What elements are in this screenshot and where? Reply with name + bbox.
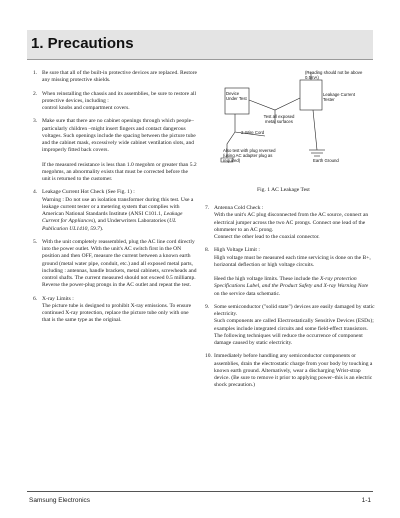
footer-brand: Samsung Electronics: [29, 497, 91, 504]
precaution-item: [33, 91, 197, 113]
precaution-item: [205, 353, 375, 389]
right-items: [205, 205, 375, 390]
item-number: 2.: [33, 90, 38, 97]
item-paragraph: Be sure that all of the built-in protective devices are replaced. Restore any missing protective shields.: [42, 70, 197, 84]
item-paragraph: Some semiconductor ("solid state") devices are easily damaged by static electricity.: [214, 303, 375, 317]
item-body: [42, 239, 197, 290]
item-paragraph: The picture tube is designed to prohibit X-ray emissions. To ensure continued X-ray protection, replace the picture tube only with one that is the same type as the original.: [42, 302, 192, 324]
item-body: [214, 205, 375, 241]
item-paragraph: The following techniques will reduce the occurrence of component damage caused by static electricity.: [214, 332, 363, 346]
item-number: 6.: [33, 295, 38, 302]
item-number: 4.: [33, 189, 38, 196]
precaution-item: [33, 189, 197, 233]
figure-caption: Fig. 1 AC Leakage Test: [257, 187, 310, 193]
item-number: 7.: [205, 205, 210, 211]
item-body: [214, 304, 375, 348]
reading-note: (Reading should not be above 0.5mA): [305, 70, 363, 80]
item-number: 3.: [33, 118, 38, 125]
right-column: [205, 70, 375, 396]
item-paragraph: Antenna Cold Check :: [214, 205, 264, 211]
item-paragraph: [42, 155, 197, 162]
precaution-item: [205, 205, 375, 241]
item-paragraph: control knobs and compartment covers.: [42, 105, 130, 111]
item-number: 5.: [33, 238, 38, 245]
earth-ground-label: Earth Ground: [313, 158, 339, 163]
precaution-item: [205, 247, 375, 298]
page-number: 1-1: [361, 497, 371, 504]
precaution-item: [33, 70, 197, 85]
item-body: [42, 189, 197, 233]
item-paragraph: [214, 269, 375, 276]
left-column: [33, 70, 197, 331]
item-paragraph: X-ray Limits :: [42, 295, 74, 302]
item-paragraph: High Voltage Limit :: [214, 247, 260, 254]
item-paragraph: If the measured resistance is less than 1.0 megohm or greater than 5.2 megohms, an abnormality exists that must be corrected before the unit is returned to the customer.: [42, 161, 197, 182]
item-body: [214, 353, 375, 389]
item-number: 9.: [205, 303, 210, 310]
also-test-label: Also test with plug reversed (using AC adapter plug as required): [223, 148, 276, 163]
item-paragraph: Leakage Current Hot Check (See Fig. 1) :: [42, 189, 135, 196]
precaution-item: [33, 296, 197, 325]
test-surfaces-label: Test all exposed metal surfaces: [263, 114, 295, 124]
section-title: 1. Precautions: [31, 35, 134, 52]
page-footer: [27, 491, 373, 507]
precaution-item: [33, 118, 197, 183]
item-body: [42, 118, 197, 183]
item-number: 10.: [205, 353, 212, 360]
leakage-test-figure: [205, 70, 375, 205]
item-paragraph: Make sure that there are no cabinet openings through which people–particularly children –might insert fingers and contact dangerous voltages. Such openings include the spacing between the picture tube and the cabinet mask, excessively wide cabinet ventilation slots, and improperly fitted back covers.: [42, 118, 196, 154]
item-number: 1.: [33, 70, 38, 76]
device-under-test-label: Device Under Test: [226, 91, 247, 101]
two-wire-cord-label: 2-Wire Cord: [241, 130, 265, 135]
item-paragraph: When reinstalling the chassis and its assemblies, be sure to restore all protective devices, including :: [42, 90, 197, 104]
item-paragraph: Heed the high voltage limits. These include the X-ray protection Specifications Label, and the Product Safety and X-ray Warning Note on the service data schematic.: [214, 276, 369, 297]
precaution-item: [33, 239, 197, 290]
item-paragraph: Connect the other lead to the coaxial connector.: [214, 234, 320, 240]
item-paragraph: Immediately before handling any semiconductor components or assemblies, drain the electrostatic charge from your body by touching a known earth ground. Alternatively, wear a discharging Wrist-strap device. (Be sure to remove it prior to applying power–this is an electric shock precaution.): [214, 353, 373, 389]
item-body: [42, 296, 197, 325]
item-body: [42, 91, 197, 113]
item-paragraph: Warning : Do not use an isolation transformer during this test. Use a leakage current tester or a metering system that complies with American National Standards Institute (ANSI C101.1, Leakage Current for Appliances), and Underwriters Laboratories (UL Publication UL1410, 59.7).: [42, 196, 194, 232]
item-body: [42, 70, 197, 85]
section-header: [27, 30, 373, 60]
precaution-item: [205, 304, 375, 348]
leakage-tester-label: Leakage Current Tester: [323, 92, 356, 102]
item-body: [214, 247, 375, 298]
item-number: 8.: [205, 247, 210, 254]
item-paragraph: With the unit completely reassembled, plug the AC line cord directly into the power outlet. With the unit's AC switch first in the ON position and then OFF, measure the current between a known earth ground (metal water pipe, conduit, etc.) and all exposed metal parts, including : antennas, handle brackets, metal cabinets, screwheads and control shafts. The current measured should not exceed 0.5 milliamp. Reverse the power-plug prongs in the AC outlet and repeat the test.: [42, 238, 197, 289]
item-paragraph: High voltage must be measured each time servicing is done on the B+, horizontal deflection or high voltage circuits.: [214, 254, 371, 268]
item-paragraph: With the unit's AC plug disconnected from the AC source, connect an electrical jumper across the two AC prongs. Connect one lead of the ohmmeter to an AC prong.: [214, 212, 369, 233]
item-paragraph: Such components are called Electrostatically Sensitive Devices (ESDs); examples include integrated circuits and some field-effect transistors.: [214, 318, 374, 332]
tester-box: [300, 80, 322, 110]
